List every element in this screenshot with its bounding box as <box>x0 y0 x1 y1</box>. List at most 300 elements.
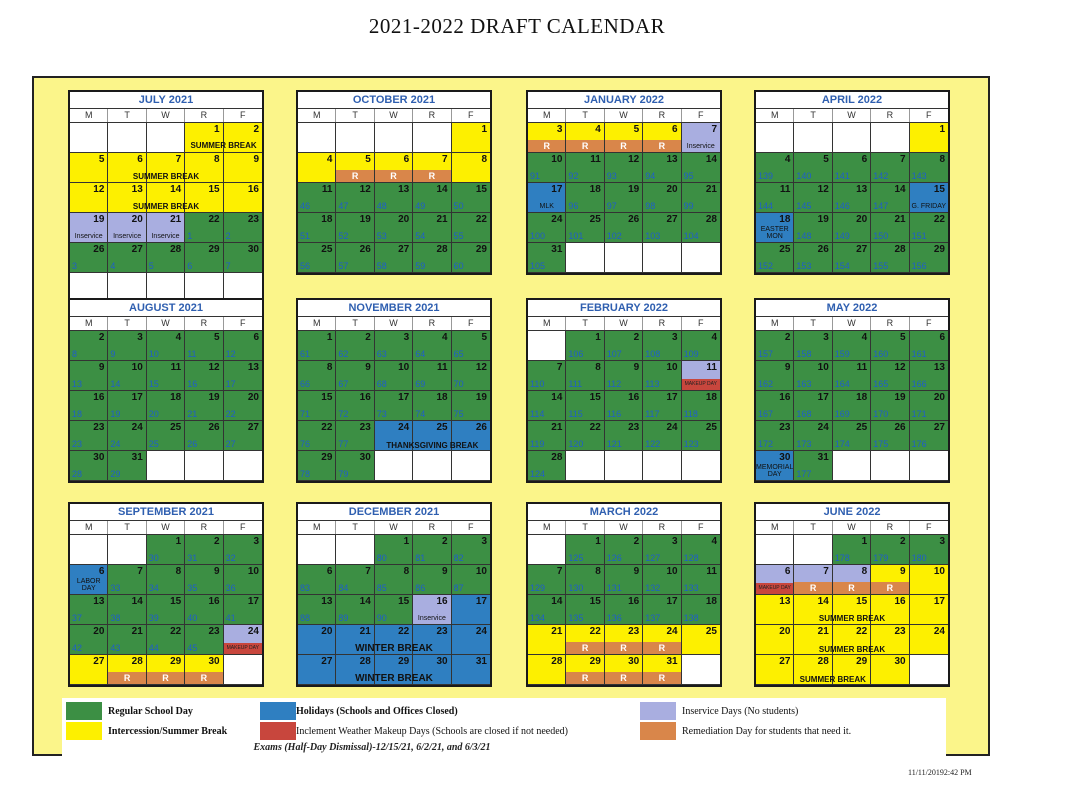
day-cell <box>910 625 948 655</box>
empty-cell <box>643 243 681 273</box>
day-cell <box>185 535 223 565</box>
day-number: 3 <box>481 536 487 547</box>
day-number: 20 <box>666 184 678 195</box>
day-number: 4 <box>861 332 868 343</box>
school-day-count: 129 <box>530 583 546 593</box>
day-cell <box>147 421 185 451</box>
day-number: 12 <box>93 184 105 195</box>
school-day-count: 4 <box>110 261 116 271</box>
day-cell <box>833 331 871 361</box>
day-number: 30 <box>208 656 220 667</box>
day-number: 15 <box>321 392 333 403</box>
day-cell <box>910 153 948 183</box>
school-day-count: 48 <box>376 201 387 211</box>
day-cell <box>605 391 643 421</box>
school-day-count: 142 <box>873 171 889 181</box>
month-august-2021 <box>68 298 264 483</box>
day-grid <box>70 331 262 481</box>
day-number: 22 <box>170 626 182 637</box>
day-cell <box>910 421 948 451</box>
day-cell <box>528 243 566 273</box>
weekday-label: M <box>70 317 108 330</box>
day-number: 17 <box>247 596 259 607</box>
day-cell <box>756 595 794 625</box>
empty-cell <box>682 243 720 273</box>
day-number: 21 <box>359 626 371 637</box>
school-day-count: 101 <box>568 231 584 241</box>
day-number: 8 <box>861 566 868 577</box>
school-day-count: 95 <box>683 171 694 181</box>
day-cell <box>643 625 681 655</box>
weekday-label: F <box>240 318 246 328</box>
day-number: 13 <box>398 184 410 195</box>
school-day-count: 151 <box>911 231 927 241</box>
school-day-count: 40 <box>187 613 198 623</box>
day-cell <box>605 361 643 391</box>
day-cell <box>70 183 108 213</box>
day-number: 27 <box>856 244 868 255</box>
school-day-count: 5 <box>148 261 154 271</box>
day-cell <box>452 331 490 361</box>
school-day-count: 35 <box>187 583 198 593</box>
day-cell <box>413 153 451 183</box>
school-day-count: 169 <box>834 409 850 419</box>
day-number: 22 <box>856 626 868 637</box>
day-number: 30 <box>628 656 640 667</box>
remediation-marker: R <box>871 582 908 594</box>
day-number: 7 <box>175 154 182 165</box>
timestamp: 11/11/20192:42 PM <box>908 768 972 777</box>
school-day-count: 7 <box>225 261 231 271</box>
day-number: 28 <box>131 656 143 667</box>
empty-cell <box>566 243 604 273</box>
school-day-count: 12 <box>225 349 236 359</box>
day-cell <box>224 421 262 451</box>
day-number: 7 <box>365 566 371 577</box>
day-cell <box>871 655 909 685</box>
day-cell <box>375 535 413 565</box>
day-cell <box>871 535 909 565</box>
school-day-count: 50 <box>453 201 464 211</box>
school-day-count: 70 <box>453 379 464 389</box>
school-day-count: 102 <box>606 231 622 241</box>
day-cell <box>375 565 413 595</box>
school-day-count: 34 <box>148 583 159 593</box>
day-number: 28 <box>359 656 371 667</box>
day-number: 14 <box>436 184 448 195</box>
day-number: 8 <box>326 362 333 373</box>
day-cell <box>566 421 604 451</box>
day-number: 24 <box>666 422 678 433</box>
day-cell <box>910 361 948 391</box>
day-cell <box>413 361 451 391</box>
remediation-marker: R <box>833 582 870 594</box>
weekday-label: W <box>605 109 643 122</box>
day-cell <box>756 625 794 655</box>
school-day-count: 162 <box>758 379 774 389</box>
school-day-count: 167 <box>758 409 774 419</box>
day-number: 1 <box>939 124 945 135</box>
school-day-count: 160 <box>873 349 889 359</box>
day-cell <box>566 535 604 565</box>
empty-cell <box>224 655 262 685</box>
day-cell <box>375 391 413 421</box>
day-cell <box>910 595 948 625</box>
legend-label-inclement: Inclement Weather Makeup Days (Schools are closed if not needed) <box>296 726 568 737</box>
day-cell <box>108 331 146 361</box>
day-cell <box>566 565 604 595</box>
weekday-label: T <box>566 317 604 330</box>
weekday-label: R <box>871 521 909 534</box>
weekday-label: M <box>756 317 794 330</box>
day-number: 2 <box>253 124 259 135</box>
day-number: 24 <box>551 214 563 225</box>
day-cell <box>70 391 108 421</box>
day-cell <box>452 595 490 625</box>
day-note: LABOR DAY <box>76 578 101 592</box>
school-day-count: 137 <box>645 613 661 623</box>
day-cell <box>756 361 794 391</box>
day-number: 24 <box>817 422 829 433</box>
empty-cell <box>605 451 643 481</box>
day-number: 13 <box>779 596 791 607</box>
weekday-label: M <box>528 317 566 330</box>
day-cell <box>756 421 794 451</box>
day-cell <box>336 625 374 655</box>
empty-cell <box>566 451 604 481</box>
day-cell <box>605 655 643 685</box>
weekday-label: W <box>833 109 871 122</box>
weekday-label: F <box>926 522 932 532</box>
day-cell <box>910 183 948 213</box>
day-cell <box>185 421 223 451</box>
weekday-label: T <box>794 521 832 534</box>
day-cell <box>298 183 336 213</box>
day-cell <box>413 213 451 243</box>
day-cell <box>910 331 948 361</box>
day-cell <box>452 123 490 153</box>
day-number: 2 <box>784 332 791 343</box>
weekday-header <box>298 521 490 535</box>
school-day-count: 136 <box>606 613 622 623</box>
day-cell <box>224 625 262 655</box>
day-number: 14 <box>894 184 906 195</box>
day-number: 24 <box>933 626 945 637</box>
remediation-marker: R <box>643 672 680 684</box>
break-label: SUMMER BREAK <box>818 614 886 624</box>
weekday-label: F <box>698 110 704 120</box>
day-number: 22 <box>933 214 945 225</box>
day-cell <box>605 123 643 153</box>
day-number: 23 <box>779 422 791 433</box>
school-day-count: 81 <box>415 553 426 563</box>
school-day-count: 65 <box>453 349 464 359</box>
month-title: OCTOBER 2021 <box>298 92 490 109</box>
day-cell <box>185 565 223 595</box>
day-number: 26 <box>93 244 105 255</box>
day-number: 21 <box>170 214 182 225</box>
day-cell <box>794 391 832 421</box>
day-cell <box>452 243 490 273</box>
day-number: 23 <box>436 626 448 637</box>
weekday-header <box>70 521 262 535</box>
day-number: 14 <box>817 596 829 607</box>
school-day-count: 23 <box>72 439 83 449</box>
day-number: 2 <box>900 536 906 547</box>
day-number: 8 <box>214 154 220 165</box>
day-cell <box>566 391 604 421</box>
day-cell <box>147 183 185 213</box>
remediation-marker: R <box>566 642 603 654</box>
day-number: 24 <box>475 626 487 637</box>
day-number: 28 <box>817 656 829 667</box>
day-cell <box>643 183 681 213</box>
weekday-label: M <box>528 109 566 122</box>
day-cell <box>147 655 185 685</box>
weekday-label: W <box>147 109 185 122</box>
day-cell <box>605 331 643 361</box>
day-cell <box>147 331 185 361</box>
day-number: 14 <box>170 184 182 195</box>
day-number: 25 <box>856 422 868 433</box>
school-day-count: 140 <box>796 171 812 181</box>
school-day-count: 161 <box>911 349 927 359</box>
day-cell <box>528 213 566 243</box>
day-cell <box>643 421 681 451</box>
day-number: 21 <box>436 214 448 225</box>
day-number: 12 <box>894 362 906 373</box>
day-cell <box>224 123 262 153</box>
day-cell <box>871 391 909 421</box>
break-label: WINTER BREAK <box>355 642 433 654</box>
day-grid <box>756 535 948 685</box>
weekday-label: M <box>528 521 566 534</box>
day-cell <box>682 361 720 391</box>
day-cell <box>108 183 146 213</box>
school-day-count: 21 <box>187 409 198 419</box>
empty-cell <box>375 451 413 481</box>
exams-note: Exams (Half-Day Dismissal)-12/15/21, 6/2/21, and 6/3/21 <box>253 742 491 753</box>
day-cell <box>643 535 681 565</box>
empty-cell <box>375 123 413 153</box>
day-number: 29 <box>933 244 945 255</box>
day-number: 8 <box>175 566 182 577</box>
school-day-count: 96 <box>568 201 579 211</box>
day-number: 31 <box>475 656 487 667</box>
day-cell <box>336 655 374 685</box>
day-number: 27 <box>131 244 143 255</box>
school-day-count: 22 <box>225 409 236 419</box>
school-day-count: 28 <box>72 469 83 479</box>
day-number: 15 <box>856 596 868 607</box>
school-day-count: 90 <box>376 613 387 623</box>
empty-cell <box>833 451 871 481</box>
day-number: 9 <box>784 362 791 373</box>
weekday-label: R <box>185 521 223 534</box>
day-cell <box>605 625 643 655</box>
day-cell <box>682 123 720 153</box>
school-day-count: 27 <box>225 439 236 449</box>
day-number: 7 <box>900 154 906 165</box>
day-note: MLK <box>539 203 554 210</box>
day-cell <box>70 153 108 183</box>
day-number: 16 <box>628 392 640 403</box>
weekday-header <box>70 109 262 123</box>
day-number: 6 <box>939 332 945 343</box>
weekday-label: W <box>833 317 871 330</box>
break-label: WINTER BREAK <box>355 673 433 685</box>
day-number: 6 <box>403 154 410 165</box>
school-day-count: 178 <box>834 553 850 563</box>
school-day-count: 1 <box>187 231 193 241</box>
day-cell <box>756 213 794 243</box>
day-number: 8 <box>481 154 487 165</box>
weekday-label: T <box>336 317 374 330</box>
day-number: 4 <box>326 154 333 165</box>
school-day-count: 174 <box>834 439 850 449</box>
school-day-count: 155 <box>873 261 889 271</box>
day-number: 1 <box>595 332 601 343</box>
day-number: 19 <box>93 214 105 225</box>
weekday-header <box>70 317 262 331</box>
day-number: 17 <box>666 596 678 607</box>
weekday-label: R <box>413 317 451 330</box>
month-title: MARCH 2022 <box>528 504 720 521</box>
school-day-count: 145 <box>796 201 812 211</box>
school-day-count: 79 <box>338 469 349 479</box>
school-day-count: 112 <box>606 379 622 389</box>
day-cell <box>185 123 223 153</box>
day-cell <box>70 565 108 595</box>
day-number: 15 <box>933 184 945 195</box>
weekday-header <box>528 521 720 535</box>
day-cell <box>871 625 909 655</box>
empty-cell <box>794 535 832 565</box>
school-day-count: 37 <box>72 613 83 623</box>
day-cell <box>528 451 566 481</box>
day-cell <box>108 625 146 655</box>
day-number: 23 <box>93 422 105 433</box>
day-number: 3 <box>556 124 563 135</box>
weekday-header <box>528 109 720 123</box>
school-day-count: 93 <box>606 171 617 181</box>
month-november-2021 <box>296 298 492 483</box>
day-number: 1 <box>326 332 333 343</box>
day-number: 16 <box>247 184 259 195</box>
school-day-count: 100 <box>530 231 546 241</box>
break-label: THANKSGIVING BREAK <box>386 440 479 450</box>
day-cell <box>871 213 909 243</box>
day-cell <box>833 565 871 595</box>
day-cell <box>70 595 108 625</box>
school-day-count: 124 <box>530 469 546 479</box>
school-day-count: 107 <box>606 349 622 359</box>
day-cell <box>70 331 108 361</box>
day-cell <box>833 655 871 685</box>
school-day-count: 149 <box>834 231 850 241</box>
day-number: 20 <box>93 626 105 637</box>
day-cell <box>643 565 681 595</box>
month-february-2022 <box>526 298 722 483</box>
day-number: 1 <box>403 536 410 547</box>
empty-cell <box>910 451 948 481</box>
day-cell <box>794 595 832 625</box>
weekday-label: F <box>926 110 932 120</box>
month-january-2022 <box>526 90 722 275</box>
day-number: 3 <box>403 332 410 343</box>
day-number: 10 <box>475 566 487 577</box>
school-day-count: 60 <box>453 261 464 271</box>
remediation-marker: R <box>413 170 450 182</box>
day-number: 29 <box>208 244 220 255</box>
day-number: 9 <box>633 566 640 577</box>
day-cell <box>682 331 720 361</box>
day-grid <box>528 123 720 273</box>
day-number: 11 <box>590 154 601 165</box>
weekday-label: W <box>147 317 185 330</box>
month-july-2021 <box>68 90 264 305</box>
month-title: NOVEMBER 2021 <box>298 300 490 317</box>
school-day-count: 11 <box>187 349 197 359</box>
day-number: 15 <box>589 596 601 607</box>
day-number: 5 <box>633 124 640 135</box>
day-cell <box>682 595 720 625</box>
day-number: 13 <box>93 596 105 607</box>
day-cell <box>298 625 336 655</box>
calendar-sheet <box>32 76 990 756</box>
school-day-count: 172 <box>758 439 774 449</box>
day-number: 30 <box>436 656 448 667</box>
weekday-header <box>756 521 948 535</box>
day-number: 13 <box>247 362 259 373</box>
day-number: 24 <box>398 422 410 433</box>
day-number: 19 <box>475 392 487 403</box>
school-day-count: 56 <box>300 261 311 271</box>
day-cell <box>643 361 681 391</box>
school-day-count: 177 <box>796 469 812 479</box>
month-title: JANUARY 2022 <box>528 92 720 109</box>
school-day-count: 146 <box>834 201 850 211</box>
day-cell <box>70 421 108 451</box>
empty-cell <box>298 535 336 565</box>
day-number: 4 <box>595 124 601 135</box>
empty-cell <box>108 123 146 153</box>
day-number: 28 <box>170 244 182 255</box>
day-number: 6 <box>98 566 105 577</box>
day-number: 17 <box>131 392 143 403</box>
day-number: 9 <box>900 566 906 577</box>
day-cell <box>147 391 185 421</box>
day-number: 29 <box>856 656 868 667</box>
day-cell <box>794 361 832 391</box>
day-cell <box>298 655 336 685</box>
day-number: 16 <box>93 392 105 403</box>
school-day-count: 148 <box>796 231 812 241</box>
school-day-count: 118 <box>683 409 698 419</box>
day-cell <box>833 361 871 391</box>
day-cell <box>528 625 566 655</box>
weekday-label: R <box>871 317 909 330</box>
day-number: 19 <box>817 214 829 225</box>
day-cell <box>528 123 566 153</box>
weekday-header <box>298 109 490 123</box>
day-cell <box>452 421 490 451</box>
day-cell <box>833 213 871 243</box>
empty-cell <box>756 123 794 153</box>
school-day-count: 166 <box>911 379 927 389</box>
day-number: 25 <box>436 422 448 433</box>
day-cell <box>452 655 490 685</box>
